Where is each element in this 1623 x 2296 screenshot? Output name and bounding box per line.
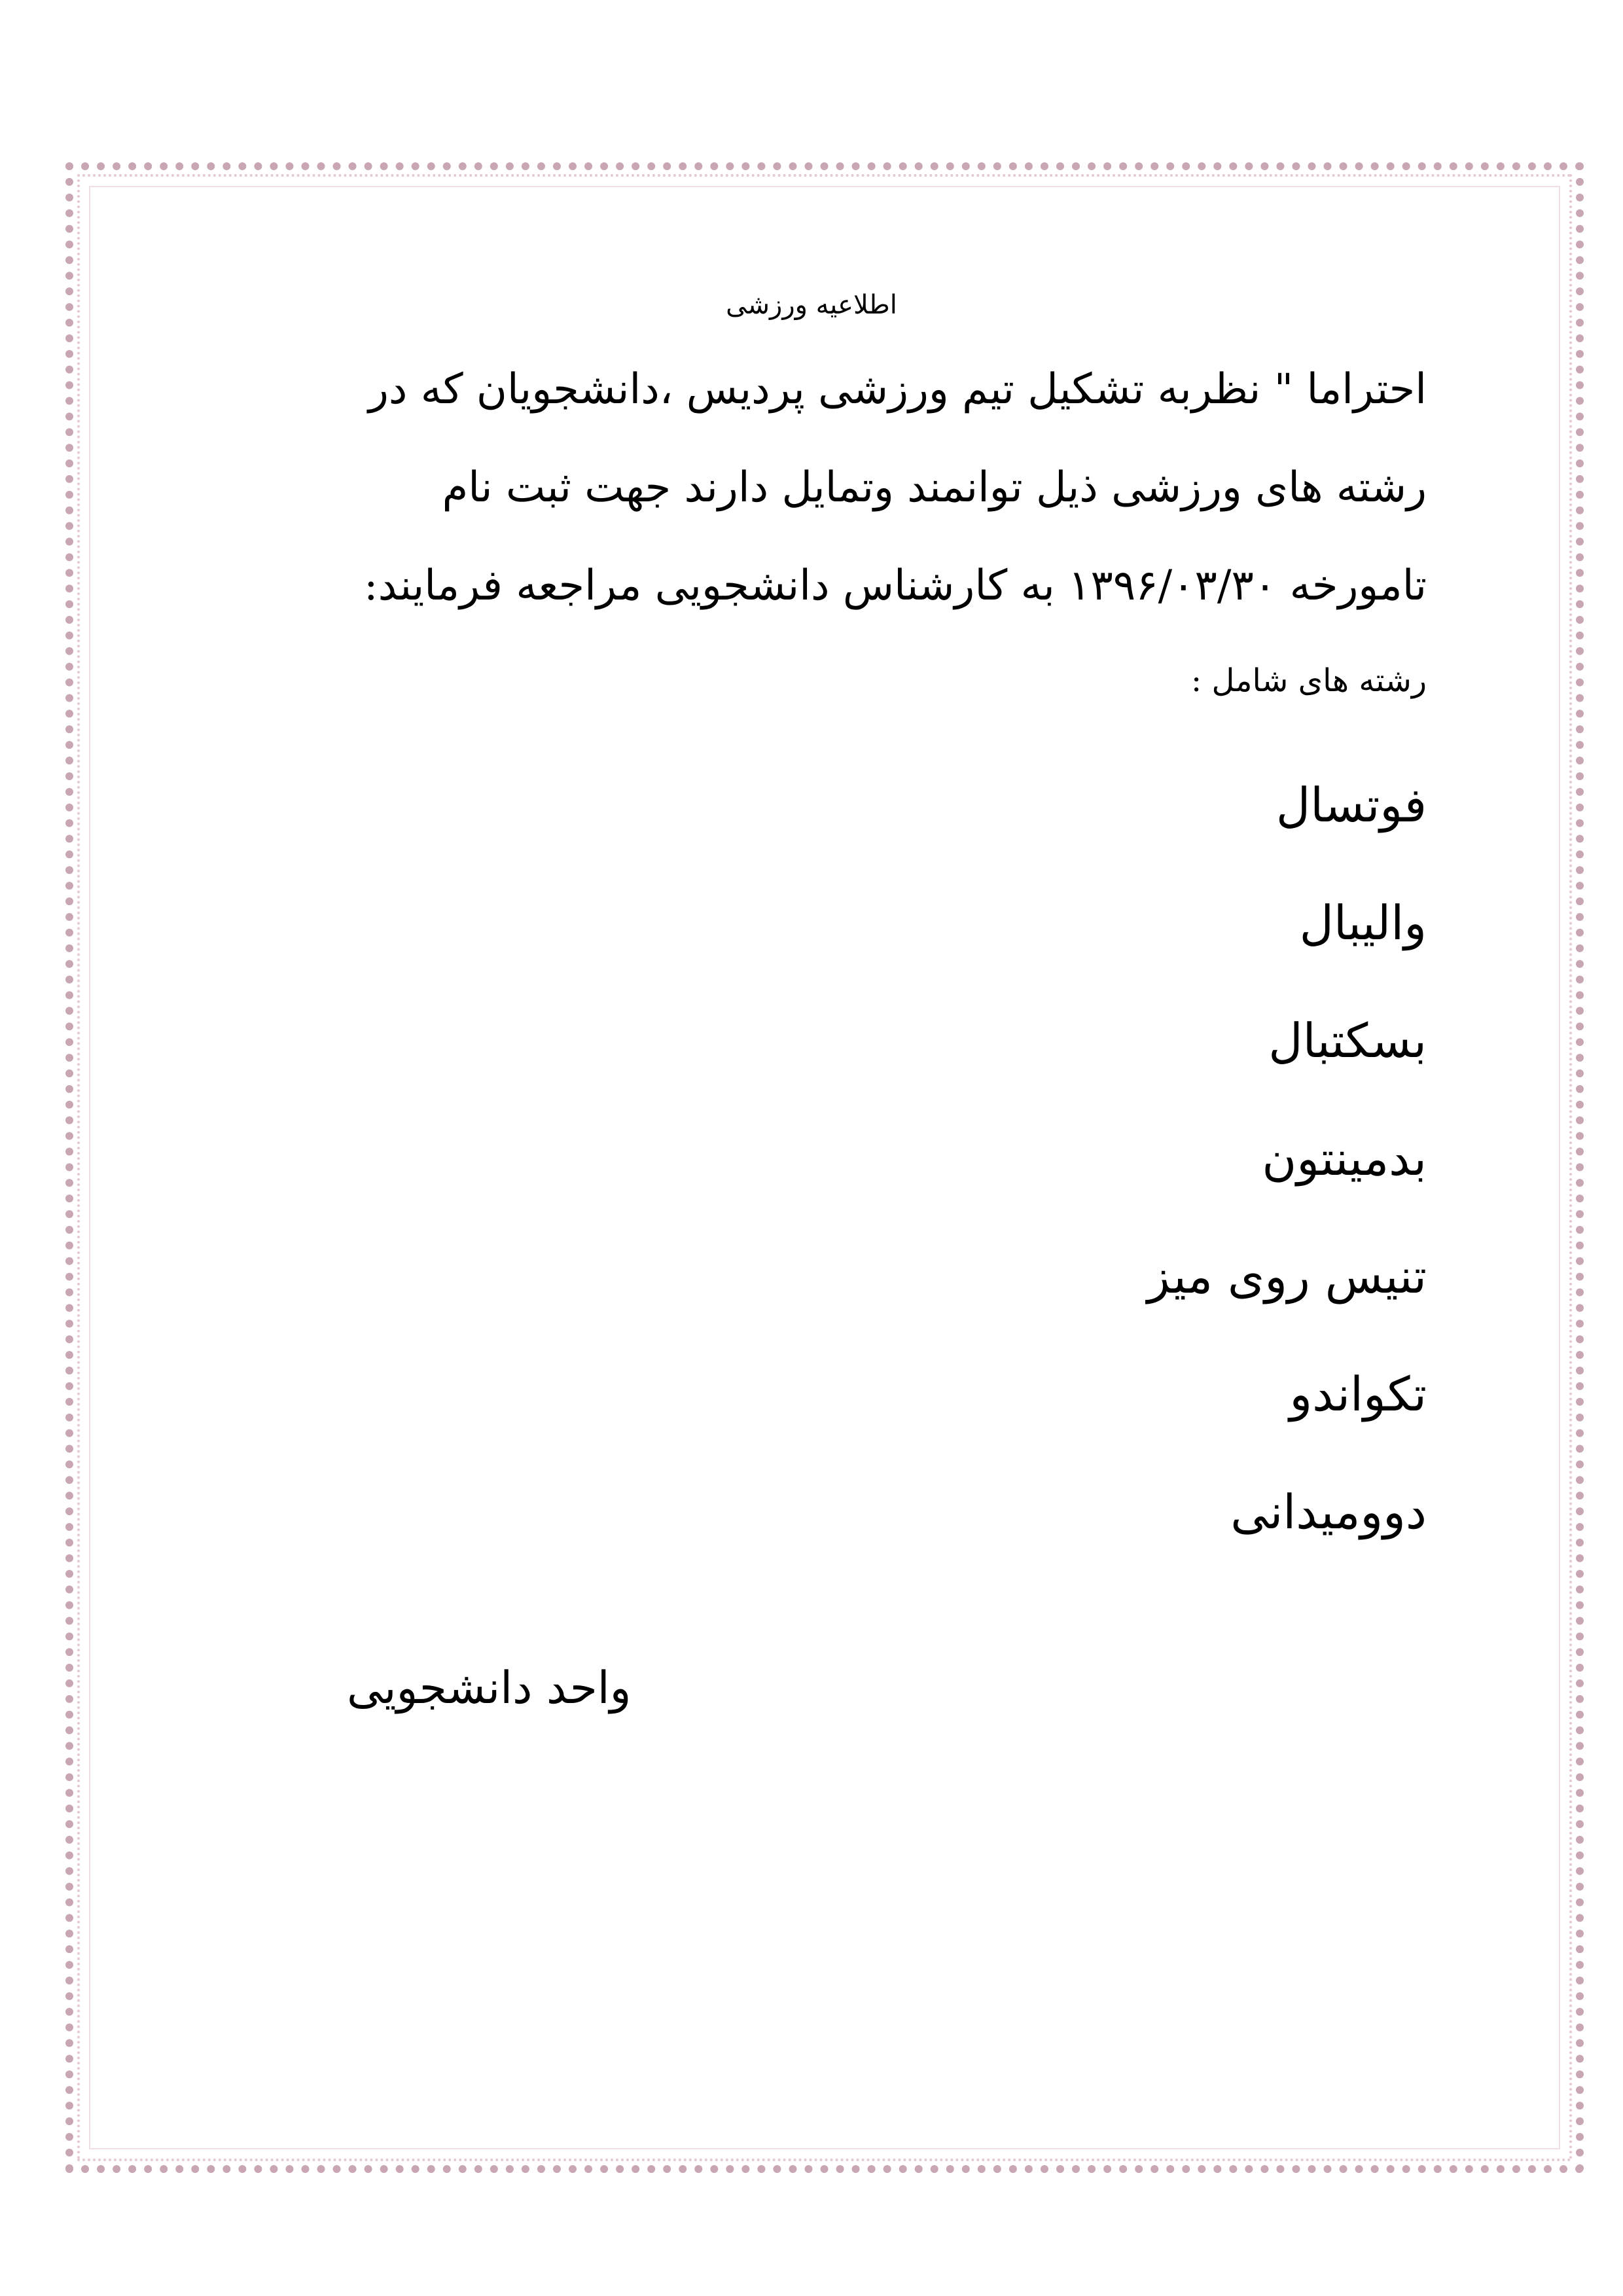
sport-item-basketball: بسکتبال [1268,1013,1427,1068]
body-line-3: تامورخه ۱۳۹۶/۰۳/۳۰ به کارشناس دانشجویی مراجعه فرمایند: [364,562,1427,610]
sport-item-futsal: فوتسال [1275,778,1427,833]
announcement-body [183,340,1427,635]
sports-list-label: رشته های شامل : [1191,662,1427,699]
sport-item-volleyball: والیبال [1299,895,1427,950]
body-line-2: رشته های ورزشی ذیل توانمند وتمایل دارند جهت ثبت نام [442,463,1427,512]
sport-item-athletics: دوومیدانی [1230,1484,1427,1539]
sport-item-table-tennis: تنیس روی میز [1147,1249,1427,1304]
announcement-title: اطلاعیه ورزشی [726,290,897,320]
signature-student-affairs: واحد دانشجویی [347,1662,632,1714]
sport-item-badminton: بدمینتون [1262,1131,1427,1186]
sport-item-taekwondo: تکواندو [1289,1367,1427,1422]
body-line-1: احتراما " نظربه تشکیل تیم ورزشی پردیس ،دانشجویان که در [368,365,1427,414]
sports-list [1147,746,1427,1571]
